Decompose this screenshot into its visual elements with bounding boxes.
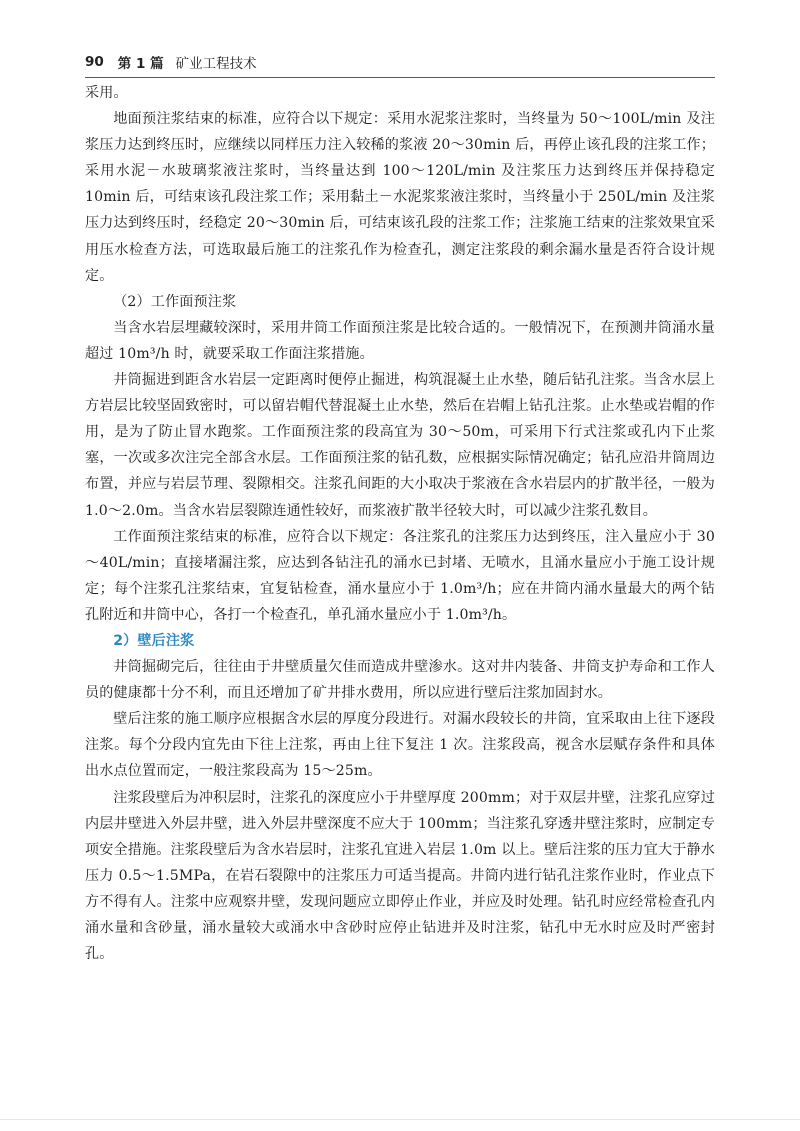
chapter-title: 矿业工程技术 [175, 56, 257, 72]
paragraph-continued: 采用。 [85, 85, 128, 101]
page-number: 90 [85, 54, 104, 70]
body-text [85, 80, 715, 967]
chapter-label: 第 1 篇 [117, 56, 164, 72]
paragraph: 当含水岩层埋藏较深时，采用井筒工作面预注浆是比较合适的。一般情况下，在预测井筒涌水量超过 10m³/h 时，就要采取工作面注浆措施。 [85, 319, 715, 362]
section-heading: 2）壁后注浆 [113, 632, 195, 649]
footer-rule [0, 1119, 800, 1120]
paragraph: 注浆段壁后为冲积层时，注浆孔的深度应小于井壁厚度 200mm；对于双层井壁，注浆孔应穿过内层井壁进入外层井壁，进入外层井壁深度不应大于 100mm；当注浆孔穿透井壁注浆时，应制定专项安全措施。注浆段壁后为含水岩层时，注浆孔宜进入岩层 1.0m 以上。壁后注浆的压力宜大于静水压力 0.5～1.5MPa，在岩石裂隙中的注浆压力可适当提高。井筒内进行钻孔注浆作业时，作业点下方不得有人。注浆中应观察井壁，发现问题应立即停止作业，并应及时处理。钻孔时应经常检查孔内涌水量和含砂量，涌水量较大或涌水中含砂时应停止钻进并及时注浆，钻孔中无水时应及时严密封孔。 [85, 789, 715, 963]
paragraph: 地面预注浆结束的标准，应符合以下规定：采用水泥浆注浆时，当终量为 50～100L/min 及注浆压力达到终压时，应继续以同样压力注入较稀的浆液 20～30min 后，再停止该孔段的注浆工作；采用水泥－水玻璃浆液注浆时，当终量达到 100～120L/min 及注浆压力达到终压并保持稳定 10min 后，可结束该孔段注浆工作；采用黏土－水泥浆浆液注浆时，当终量小于 250L/min 及注浆压力达到终压时，经稳定 20～30min 后，可结束该孔段的注浆工作；注浆施工结束的注浆效果宜采用压水检查方法，可选取最后施工的注浆孔作为检查孔，测定注浆段的剩余漏水量是否符合设计规定。 [85, 111, 715, 284]
paragraph: 井筒掘砌完后，往往由于井壁质量欠佳而造成井壁渗水。这对井内装备、井筒支护寿命和工作人员的健康都十分不利，而且还增加了矿井排水费用，所以应进行壁后注浆加固封水。 [85, 659, 715, 702]
running-header [85, 47, 715, 77]
paragraph: 井筒掘进到距含水岩层一定距离时便停止掘进，构筑混凝土止水垫，随后钻孔注浆。当含水层上方岩层比较坚固致密时，可以留岩帽代替混凝土止水垫，然后在岩帽上钻孔注浆。止水垫或岩帽的作用，是为了防止冒水跑浆。工作面预注浆的段高宜为 30～50m，可采用下行式注浆或孔内下止浆塞，一次或多次注完全部含水层。工作面预注浆的钻孔数，应根据实际情况确定；钻孔应沿井筒周边布置，并应与岩层节理、裂隙相交。注浆孔间距的大小取决于浆液在含水岩层内的扩散半径，一般为 1.0～2.0m。当含水岩层裂隙连通性较好，而浆液扩散半径较大时，可以减少注浆孔数目。 [85, 372, 715, 519]
paragraph: 壁后注浆的施工顺序应根据含水层的厚度分段进行。对漏水段较长的井筒，宜采取由上往下逐段注浆。每个分段内宜先由下往上注浆，再由上往下复注 1 次。注浆段高，视含水层赋存条件和具体出水点位置而定，一般注浆段高为 15～25m。 [85, 711, 715, 780]
paragraph: 工作面预注浆结束的标准，应符合以下规定：各注浆孔的注浆压力达到终压，注入量应小于 30～40L/min；直接堵漏注浆，应达到各钻注孔的涌水已封堵、无喷水，且涌水量应小于施工设计规定；每个注浆孔注浆结束，宜复钻检查，涌水量应小于 1.0m³/h；应在井筒内涌水量最大的两个钻孔附近和井筒中心，各打一个检查孔，单孔涌水量应小于 1.0m³/h。 [85, 528, 715, 623]
header-rule [85, 77, 715, 78]
subsection-title: （2）工作面预注浆 [113, 293, 237, 310]
